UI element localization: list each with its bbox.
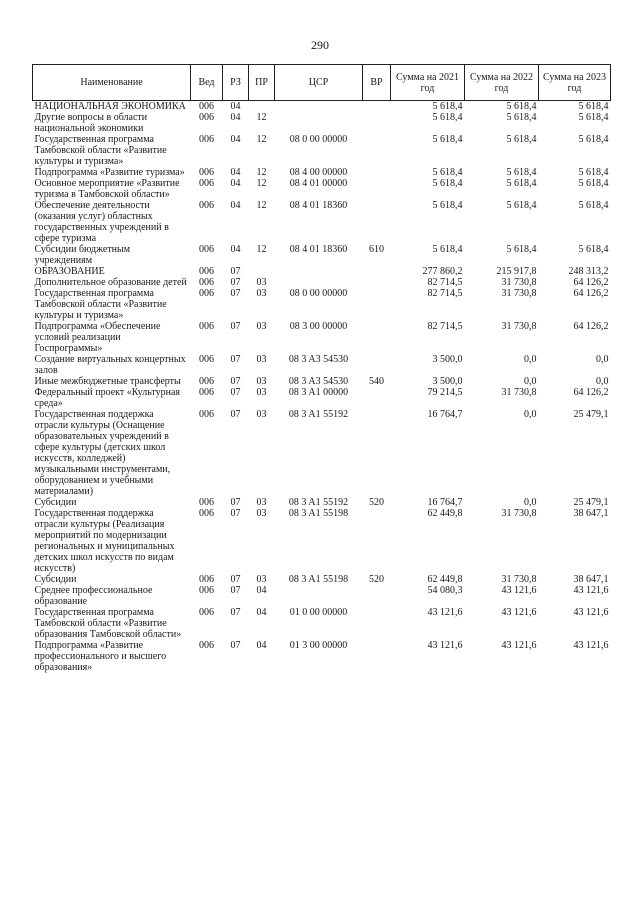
row-pr: 03 — [256, 409, 267, 420]
row-name: Государственная программа Тамбовской области «Развитие культуры и туризма» — [34, 134, 167, 167]
header-name: Наименование — [33, 65, 191, 101]
row-pr — [249, 101, 275, 113]
row-name: Субсидии — [34, 574, 77, 585]
table-row — [33, 376, 611, 387]
row-name: Подпрограмма «Развитие профессионального и высшего образования» — [34, 640, 167, 673]
row-sum-2021: 16 764,7 — [427, 409, 463, 420]
row-ved: 006 — [199, 607, 214, 618]
row-vr — [363, 200, 391, 244]
table-row — [33, 409, 611, 497]
row-sum-2021: 3 500,0 — [432, 354, 463, 365]
row-csr: 01 0 00 00000 — [289, 607, 348, 618]
row-pr: 12 — [256, 244, 267, 255]
row-vr — [363, 134, 391, 167]
row-pr: 12 — [256, 200, 267, 211]
row-csr: 08 3 A3 54530 — [288, 354, 349, 365]
row-ved: 006 — [199, 112, 214, 123]
row-sum-2023: 64 126,2 — [573, 288, 609, 299]
row-sum-2023: 25 479,1 — [573, 497, 609, 508]
row-ved: 006 — [199, 134, 214, 145]
row-rz: 07 — [230, 288, 241, 299]
row-sum-2023: 25 479,1 — [573, 409, 609, 420]
row-ved: 006 — [199, 200, 214, 211]
row-sum-2021: 5 618,4 — [432, 167, 463, 178]
row-rz: 04 — [230, 200, 241, 211]
row-name: Субсидии — [34, 497, 77, 508]
row-sum-2022: 5 618,4 — [506, 134, 537, 145]
row-csr: 08 3 00 00000 — [289, 321, 348, 332]
row-name: Создание виртуальных концертных залов — [34, 354, 186, 376]
row-sum-2022: 5 618,4 — [506, 112, 537, 123]
row-sum-2023: 5 618,4 — [578, 101, 609, 112]
row-sum-2021: 62 449,8 — [427, 574, 463, 585]
table-row — [33, 200, 611, 244]
row-vr — [363, 101, 391, 113]
row-csr — [275, 101, 363, 113]
row-name: Государственная поддержка отрасли культуры (Реализация мероприятий по модернизации региональных и муниципальных детских школ искусств по видам искусств) — [34, 508, 175, 574]
row-rz: 07 — [230, 409, 241, 420]
table-row — [33, 321, 611, 354]
row-vr — [363, 409, 391, 497]
row-ved: 006 — [199, 508, 214, 519]
row-rz: 04 — [230, 101, 241, 112]
row-ved: 006 — [199, 244, 214, 255]
row-sum-2021: 43 121,6 — [427, 640, 463, 651]
row-sum-2022: 5 618,4 — [506, 200, 537, 211]
row-csr — [275, 277, 363, 288]
row-sum-2023: 5 618,4 — [578, 178, 609, 189]
row-pr: 03 — [256, 497, 267, 508]
header-ved: Вед — [191, 65, 223, 101]
header-csr: ЦСР — [275, 65, 363, 101]
row-ved: 006 — [199, 585, 214, 596]
row-sum-2023: 64 126,2 — [573, 321, 609, 332]
row-pr: 12 — [256, 167, 267, 178]
row-csr: 08 3 A1 00000 — [288, 387, 349, 398]
row-rz: 04 — [230, 167, 241, 178]
table-row — [33, 497, 611, 508]
row-rz: 07 — [230, 508, 241, 519]
row-pr: 12 — [256, 178, 267, 189]
row-name: Государственная поддержка отрасли культуры (Оснащение образовательных учреждений в сфере культуры (детских школ искусств, колледжей) музыкальными инструментами, оборудованием и учебными материалами) — [34, 409, 171, 497]
row-csr: 08 3 A1 55192 — [288, 497, 349, 508]
budget-table — [32, 64, 611, 673]
table-row — [33, 387, 611, 409]
row-sum-2023: 38 647,1 — [573, 574, 609, 585]
row-sum-2022: 31 730,8 — [501, 387, 537, 398]
table-row — [33, 277, 611, 288]
row-name: Другие вопросы в области национальной экономики — [34, 112, 148, 134]
row-sum-2022: 0,0 — [524, 409, 537, 420]
row-vr — [363, 607, 391, 640]
row-rz: 07 — [230, 607, 241, 618]
row-sum-2023: 38 647,1 — [573, 508, 609, 519]
row-vr — [363, 387, 391, 409]
row-sum-2022: 43 121,6 — [501, 585, 537, 596]
row-sum-2023: 64 126,2 — [573, 387, 609, 398]
row-vr — [363, 354, 391, 376]
row-rz: 04 — [230, 178, 241, 189]
row-sum-2021: 16 764,7 — [427, 497, 463, 508]
table-row — [33, 244, 611, 266]
row-rz: 07 — [230, 585, 241, 596]
row-name: Дополнительное образование детей — [34, 277, 187, 288]
header-sum-2021: Сумма на 2021 год — [391, 65, 465, 101]
row-sum-2023: 0,0 — [596, 354, 609, 365]
row-pr: 03 — [256, 288, 267, 299]
row-sum-2023: 43 121,6 — [573, 585, 609, 596]
row-sum-2023: 5 618,4 — [578, 200, 609, 211]
row-pr: 03 — [256, 354, 267, 365]
row-pr: 04 — [256, 585, 267, 596]
row-ved: 006 — [199, 376, 214, 387]
row-vr — [363, 178, 391, 200]
row-rz: 04 — [230, 244, 241, 255]
row-rz: 07 — [230, 354, 241, 365]
row-pr: 03 — [256, 321, 267, 332]
row-ved: 006 — [199, 574, 214, 585]
row-name: ОБРАЗОВАНИЕ — [34, 266, 105, 277]
row-sum-2021: 3 500,0 — [432, 376, 463, 387]
row-csr: 08 4 01 18360 — [289, 244, 348, 255]
row-sum-2021: 79 214,5 — [427, 387, 463, 398]
row-sum-2022: 31 730,8 — [501, 277, 537, 288]
row-ved: 006 — [199, 354, 214, 365]
row-name: Подпрограмма «Обеспечение условий реализации Госпрограммы» — [34, 321, 161, 354]
row-vr: 540 — [369, 376, 384, 387]
row-ved: 006 — [199, 178, 214, 189]
header-rz: РЗ — [223, 65, 249, 101]
row-ved: 006 — [199, 640, 214, 651]
row-csr: 08 3 A1 55198 — [288, 508, 349, 519]
row-csr: 08 3 A1 55192 — [288, 409, 349, 420]
row-name: Основное мероприятие «Развитие туризма в Тамбовской области» — [34, 178, 180, 200]
row-sum-2021: 62 449,8 — [427, 508, 463, 519]
row-pr: 03 — [256, 508, 267, 519]
row-pr: 12 — [256, 134, 267, 145]
row-sum-2021: 277 860,2 — [422, 266, 463, 277]
header-vr: ВР — [363, 65, 391, 101]
table-body — [33, 101, 611, 674]
header-pr: ПР — [249, 65, 275, 101]
row-vr: 520 — [369, 497, 384, 508]
table-row — [33, 585, 611, 607]
row-sum-2023: 64 126,2 — [573, 277, 609, 288]
row-pr: 03 — [256, 376, 267, 387]
row-rz: 07 — [230, 277, 241, 288]
row-sum-2022: 43 121,6 — [501, 607, 537, 618]
row-rz: 07 — [230, 387, 241, 398]
row-sum-2023: 248 313,2 — [568, 266, 609, 277]
table-header-row — [33, 65, 611, 101]
row-sum-2023: 5 618,4 — [578, 134, 609, 145]
row-pr: 04 — [256, 607, 267, 618]
row-vr — [363, 585, 391, 607]
row-rz: 07 — [230, 640, 241, 651]
table-row — [33, 607, 611, 640]
table-row — [33, 574, 611, 585]
header-sum-2023: Сумма на 2023 год — [539, 65, 611, 101]
row-csr — [275, 112, 363, 134]
row-sum-2022: 31 730,8 — [501, 508, 537, 519]
row-csr: 08 3 A3 54530 — [288, 376, 349, 387]
row-vr: 520 — [369, 574, 384, 585]
row-name: Государственная программа Тамбовской области «Развитие образования Тамбовской области» — [34, 607, 182, 640]
row-sum-2023: 43 121,6 — [573, 607, 609, 618]
row-pr: 04 — [256, 640, 267, 651]
row-vr — [363, 321, 391, 354]
row-sum-2022: 43 121,6 — [501, 640, 537, 651]
row-csr: 01 3 00 00000 — [289, 640, 348, 651]
row-csr — [275, 585, 363, 607]
row-csr: 08 4 00 00000 — [289, 167, 348, 178]
row-pr — [249, 266, 275, 277]
row-sum-2022: 31 730,8 — [501, 288, 537, 299]
row-sum-2021: 82 714,5 — [427, 277, 463, 288]
row-vr — [363, 112, 391, 134]
row-name: Обеспечение деятельности (оказания услуг) областных государственных учреждений в сфере туризма — [34, 200, 169, 244]
row-ved: 006 — [199, 277, 214, 288]
row-sum-2021: 43 121,6 — [427, 607, 463, 618]
row-pr: 03 — [256, 574, 267, 585]
row-vr — [363, 508, 391, 574]
table-row — [33, 640, 611, 673]
row-sum-2023: 43 121,6 — [573, 640, 609, 651]
row-pr: 03 — [256, 387, 267, 398]
row-vr — [363, 167, 391, 178]
table-row — [33, 288, 611, 321]
row-ved: 006 — [199, 497, 214, 508]
row-sum-2023: 5 618,4 — [578, 167, 609, 178]
table-row — [33, 134, 611, 167]
page-number: 290 — [311, 38, 329, 52]
row-pr: 12 — [256, 112, 267, 123]
row-sum-2022: 0,0 — [524, 376, 537, 387]
row-rz: 04 — [230, 112, 241, 123]
row-vr — [363, 277, 391, 288]
row-vr — [363, 266, 391, 277]
row-sum-2021: 5 618,4 — [432, 244, 463, 255]
row-csr: 08 3 A1 55198 — [288, 574, 349, 585]
table-row — [33, 112, 611, 134]
row-sum-2021: 82 714,5 — [427, 321, 463, 332]
row-rz: 07 — [230, 266, 241, 277]
row-name: Субсидии бюджетным учреждениям — [34, 244, 131, 266]
row-ved: 006 — [199, 288, 214, 299]
row-ved: 006 — [199, 101, 214, 112]
table-row — [33, 101, 611, 113]
row-sum-2022: 215 917,8 — [496, 266, 537, 277]
row-sum-2023: 5 618,4 — [578, 112, 609, 123]
row-ved: 006 — [199, 321, 214, 332]
row-csr: 08 4 01 00000 — [289, 178, 348, 189]
row-ved: 006 — [199, 387, 214, 398]
row-vr — [363, 640, 391, 673]
row-ved: 006 — [199, 266, 214, 277]
row-rz: 07 — [230, 376, 241, 387]
row-vr — [363, 288, 391, 321]
row-sum-2022: 5 618,4 — [506, 101, 537, 112]
row-sum-2023: 5 618,4 — [578, 244, 609, 255]
row-sum-2021: 5 618,4 — [432, 101, 463, 112]
row-ved: 006 — [199, 167, 214, 178]
row-sum-2021: 5 618,4 — [432, 134, 463, 145]
row-ved: 006 — [199, 409, 214, 420]
row-sum-2022: 31 730,8 — [501, 321, 537, 332]
row-sum-2021: 5 618,4 — [432, 200, 463, 211]
row-name: Государственная программа Тамбовской области «Развитие культуры и туризма» — [34, 288, 167, 321]
row-csr — [275, 266, 363, 277]
table-row — [33, 167, 611, 178]
row-rz: 07 — [230, 321, 241, 332]
row-name: Подпрограмма «Развитие туризма» — [34, 167, 185, 178]
table-row — [33, 354, 611, 376]
row-rz: 04 — [230, 134, 241, 145]
row-sum-2021: 5 618,4 — [432, 112, 463, 123]
row-sum-2022: 31 730,8 — [501, 574, 537, 585]
header-sum-2022: Сумма на 2022 год — [465, 65, 539, 101]
row-csr: 08 4 01 18360 — [289, 200, 348, 211]
row-sum-2021: 5 618,4 — [432, 178, 463, 189]
row-sum-2022: 5 618,4 — [506, 167, 537, 178]
row-sum-2023: 0,0 — [596, 376, 609, 387]
row-csr: 08 0 00 00000 — [289, 134, 348, 145]
table-row — [33, 508, 611, 574]
row-vr: 610 — [369, 244, 384, 255]
row-name: НАЦИОНАЛЬНАЯ ЭКОНОМИКА — [34, 101, 186, 112]
row-sum-2021: 82 714,5 — [427, 288, 463, 299]
row-sum-2022: 0,0 — [524, 497, 537, 508]
row-sum-2022: 5 618,4 — [506, 178, 537, 189]
row-csr: 08 0 00 00000 — [289, 288, 348, 299]
row-sum-2021: 54 080,3 — [427, 585, 463, 596]
row-name: Иные межбюджетные трансферты — [34, 376, 181, 387]
row-name: Среднее профессиональное образование — [34, 585, 153, 607]
row-sum-2022: 0,0 — [524, 354, 537, 365]
table-row — [33, 178, 611, 200]
row-sum-2022: 5 618,4 — [506, 244, 537, 255]
row-pr: 03 — [256, 277, 267, 288]
table-row — [33, 266, 611, 277]
row-rz: 07 — [230, 497, 241, 508]
row-rz: 07 — [230, 574, 241, 585]
row-name: Федеральный проект «Культурная среда» — [34, 387, 181, 409]
